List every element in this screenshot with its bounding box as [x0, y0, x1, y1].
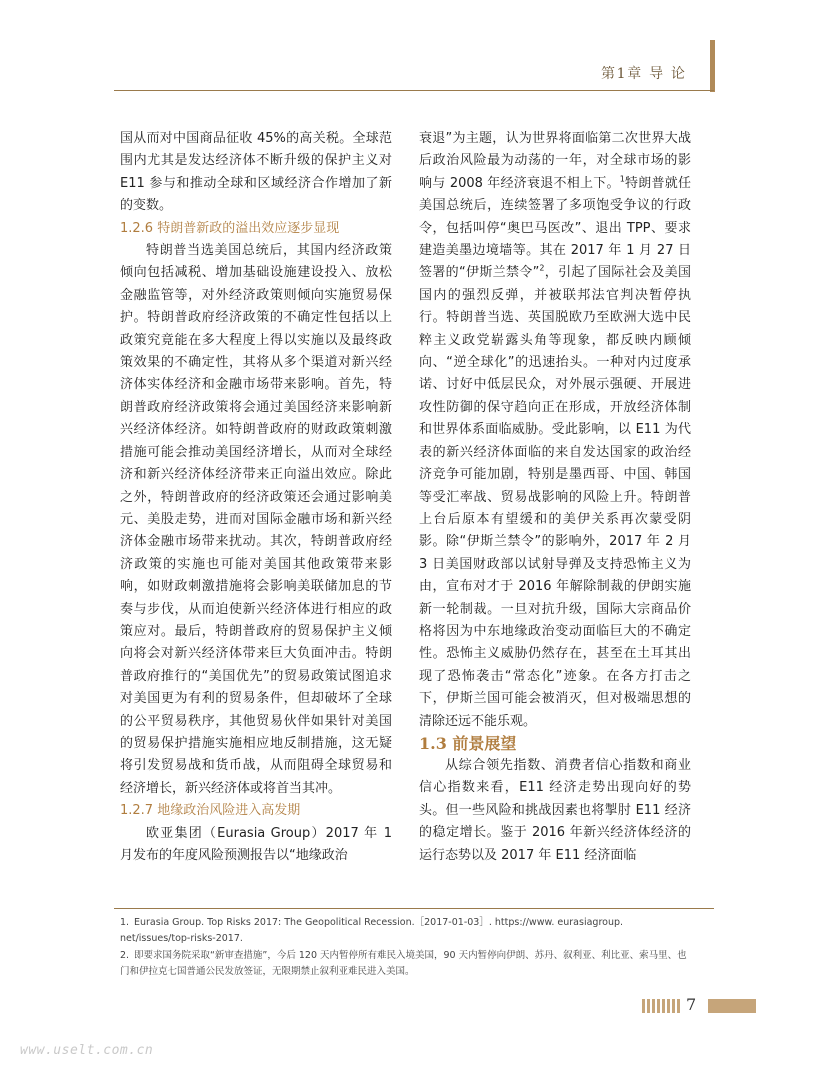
page-number-decoration [642, 999, 682, 1013]
page-number-bar [708, 999, 756, 1013]
paragraph: 从综合领先指数、消费者信心指数和商业信心指数来看，E11 经济走势出现向好的势头。但一些风险和挑战因素也将掣肘 E11 经济的稳定增长。鉴于 2016 年新兴经济体经济的运行态势以及 2017 年 E11 经济面临 [419, 757, 691, 863]
footnote-text: Eurasia Group. Top Risks 2017: The Geopolitical Recession.［2017-01-03］. https://www. eurasiagroup. net/issues/top-risks-2017. [120, 917, 624, 944]
footnote-ref[interactable]: 1 [619, 174, 625, 184]
page-number: 7 [686, 995, 697, 1014]
footnote-rule [114, 908, 714, 909]
footnote-number: 1. [120, 917, 130, 928]
footnote-text: 即要求国务院采取“新审查措施”，今后 120 天内暂停所有难民入境美国，90 天内暂停向伊朗、苏丹、叙利亚、利比亚、索马里、也门和伊拉克七国普通公民发放签证，无限期禁止叙利亚难民进入美国。 [120, 950, 687, 977]
paragraph-text: ，引起了国际社会及美国国内的强烈反弹，并被联邦法官判决暂停执行。特朗普当选、英国脱欧乃至欧洲大选中民粹主义政党崭露头角等现象，都反映内顾倾向、“逆全球化”的迅速抬头。一种对内过度承诺、讨好中低层民众，对外展示强硬、开展进攻性防御的保守趋向正在形成，开放经济体制和世界体系面临威胁。受此影响，以 E11 为代表的新兴经济体面临的来自发达国家的政治经济竞争可能加剧，特别是墨西哥、中国、韩国等受汇率战、贸易战影响的风险上升。特朗普上台后原本有望缓和的美伊关系再次蒙受阴影。除“伊斯兰禁令”的影响外，2017 年 2 月 3 日美国财政部以试射导弹及支持恐怖主义为由，宣布对才于 2016 年解除制裁的伊朗实施新一轮制裁。一旦对抗升级，国际大宗商品价格将因为中东地缘政治变动面临巨大的不确定性。恐怖主义威胁仍然存在，甚至在土耳其出现了恐怖袭击“常态化”迹象。在各方打击之下，伊斯兰国可能会被消灭，但对极端思想的清除还远不能乐观。 [419, 265, 691, 729]
footnote-2 [120, 948, 695, 980]
header-accent-bar [710, 40, 715, 92]
paragraph: 国从而对中国商品征收 45%的高关税。全球范围内尤其是发达经济体不断升级的保护主义对 E11 参与和推动全球和区域经济合作增加了新的变数。 [120, 131, 392, 214]
footnote-number: 2. [120, 950, 130, 961]
running-header: 第1章 导 论 [601, 66, 687, 82]
subsection-heading-1-2-6: 1.2.6 特朗普新政的溢出效应逐步显现 [120, 220, 340, 236]
paragraph: 特朗普当选美国总统后，其国内经济政策倾向包括减税、增加基础设施建设投入、放松金融监管等，对外经济政策则倾向实施贸易保护。特朗普政府经济政策的不确定性包括以上政策究竟能在多大程度上得以实施以及最终政策效果的不确定性，其将从多个渠道对新兴经济体实体经济和金融市场带来影响。首先，特朗普政府经济政策将会通过美国经济来影响新兴经济体经济。如特朗普政府的财政政策刺激措施可能会推动美国经济增长，从而对全球经济和新兴经济体经济带来正向溢出效应。除此之外，特朗普政府的经济政策还会通过影响美元、美股走势，进而对国际金融市场和新兴经济体金融市场带来扰动。其次，特朗普政府经济政策的实施也可能对美国其他政策带来影响，如财政刺激措施将会影响美联储加息的节奏与步伐，从而迫使新兴经济体进行相应的政策应对。最后，特朗普政府的贸易保护主义倾向将会对新兴经济体带来巨大负面冲击。特朗普政府推行的“美国优先”的贸易政策试图追求对美国更为有利的贸易条件，但却破坏了全球的公平贸易秩序，其他贸易伙伴如果针对美国的贸易保护措施实施相应地反制措施，这无疑将引发贸易战和货币战，从而阻碍全球贸易和经济增长，新兴经济体或将首当其冲。 [120, 243, 392, 796]
watermark: www.uselt.com.cn [20, 1043, 154, 1058]
footnote-1 [120, 915, 695, 947]
paragraph-text: 衰退”为主题，认为世界将面临第二次世界大战后政治风险最为动荡的一年，对全球市场的影响与 2008 年经济衰退不相上下。 [419, 131, 691, 191]
footnote-ref[interactable]: 2 [539, 264, 545, 274]
paragraph: 欧亚集团（Eurasia Group）2017 年 1 月发布的年度风险预测报告以“地缘政治 [120, 825, 392, 863]
left-column [120, 128, 392, 867]
header-rule [114, 90, 714, 91]
right-column [419, 128, 691, 867]
paragraph-text: 特朗普就任美国总统后，连续签署了多项饱受争议的行政令，包括叫停“奥巴马医改”、退出 TPP、要求建造美墨边境墙等。其在 2017 年 1 月 27 日签署的“伊斯兰禁令” [419, 175, 691, 281]
paragraph [419, 128, 691, 733]
subsection-heading-1-2-7: 1.2.7 地缘政治风险进入高发期 [120, 803, 301, 819]
section-heading-1-3: 1.3 前景展望 [419, 733, 517, 753]
